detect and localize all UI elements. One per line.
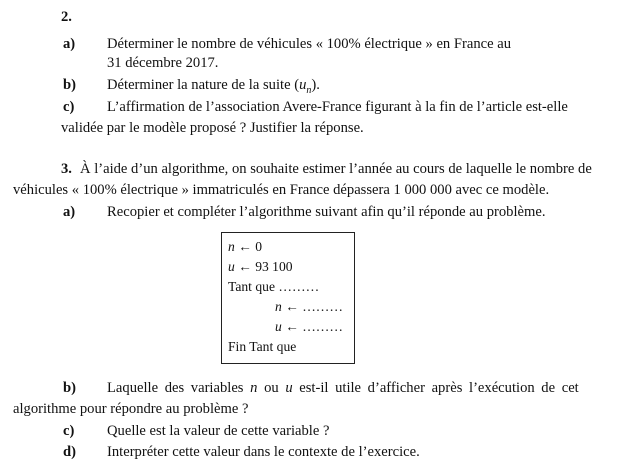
algorithm-line-2: u ← 93 100 bbox=[228, 259, 293, 274]
question-2b-label: b) bbox=[63, 77, 76, 93]
algorithm-line-1: n ← 0 bbox=[228, 239, 262, 254]
question-3a-label: a) bbox=[63, 204, 76, 220]
question-3-intro-text: À l’aide d’un algorithme, on souhaite estimer l’année au cours de laquelle le nombre de bbox=[80, 161, 592, 177]
algorithm-line-4: n ← ……… bbox=[275, 299, 343, 314]
question-2a-text: Déterminer le nombre de véhicules « 100% électrique » en France au bbox=[107, 36, 512, 52]
algorithm-line-6: Fin Tant que bbox=[228, 339, 297, 354]
question-3b-text-continued: algorithme pour répondre au problème ? bbox=[13, 401, 249, 417]
question-3d-text: Interpréter cette valeur dans le contexte de l’exercice. bbox=[107, 444, 420, 460]
question-3c-text: Quelle est la valeur de cette variable ? bbox=[107, 423, 330, 439]
question-2a-text-continued: 31 décembre 2017. bbox=[107, 55, 219, 71]
question-3b-label: b) bbox=[63, 380, 76, 396]
question-3-intro-continued: véhicules « 100% électrique » immatriculés en France dépassera 1 000 000 avec ce modèle. bbox=[13, 182, 550, 198]
question-2c-text-continued: validée par le modèle proposé ? Justifier la réponse. bbox=[61, 120, 364, 136]
algorithm-box bbox=[221, 232, 355, 364]
variable-u: u bbox=[285, 380, 293, 396]
variable-n: n bbox=[250, 380, 258, 396]
question-3a-text: Recopier et compléter l’algorithme suivant afin qu’il réponde au problème. bbox=[107, 204, 546, 220]
question-3b-text: Laquelle des variables n ou u est-il utile d’afficher après l’exécution de cet bbox=[107, 380, 579, 396]
sequence-index-n: n bbox=[306, 84, 312, 96]
question-2-number: 2. bbox=[61, 9, 72, 25]
sequence-u: u bbox=[299, 77, 307, 93]
algorithm-line-5: u ← ……… bbox=[275, 319, 343, 334]
question-2c-text: L’affirmation de l’association Avere-France figurant à la fin de l’article est-elle bbox=[107, 99, 568, 115]
question-3c-label: c) bbox=[63, 423, 75, 439]
question-3-number: 3. bbox=[61, 161, 72, 177]
question-2b-text: Déterminer la nature de la suite $(u_n)$. bbox=[107, 77, 320, 96]
question-2c-label: c) bbox=[63, 99, 75, 115]
algorithm-line-3: Tant que ……… bbox=[228, 279, 320, 294]
question-2a-label: a) bbox=[63, 36, 76, 52]
question-3d-label: d) bbox=[63, 444, 76, 460]
